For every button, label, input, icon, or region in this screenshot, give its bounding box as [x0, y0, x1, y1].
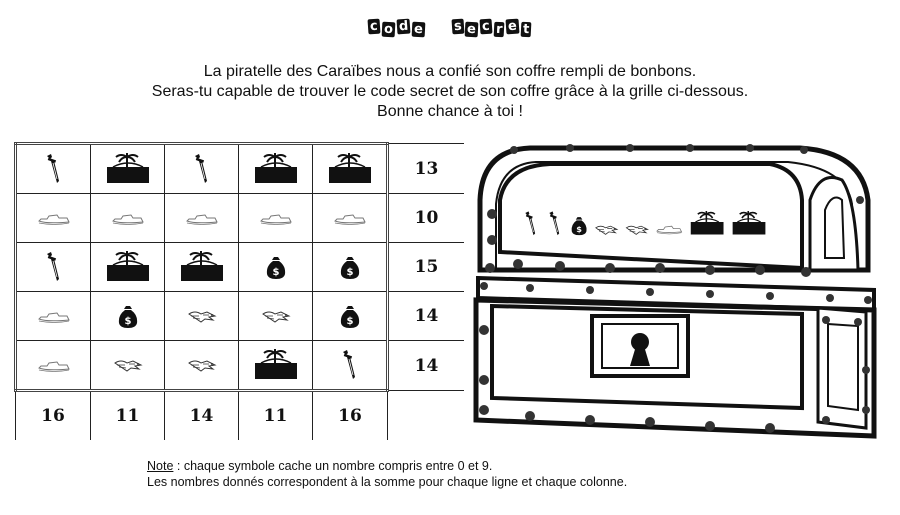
money-bag-icon [339, 303, 361, 329]
title-letter: t [522, 22, 530, 38]
title-letter: e [507, 18, 518, 35]
grid-cell [16, 144, 91, 194]
empty-corner [388, 391, 465, 441]
note-line-1: : chaque symbole cache un nombre compris entre 0 et 9. [173, 459, 493, 473]
column-sum: 14 [165, 391, 239, 441]
parrot-icon [187, 308, 217, 324]
column-sum: 16 [313, 391, 388, 441]
parrot-icon [261, 308, 291, 324]
grid-cell [313, 341, 388, 391]
grid-cell [16, 194, 91, 243]
grid-row [16, 292, 465, 341]
island-icon [105, 251, 151, 283]
grid-cell [313, 144, 388, 194]
row-sum: 10 [388, 194, 465, 243]
column-sum: 11 [239, 391, 313, 441]
title-word-secret [451, 20, 533, 38]
puzzle-grid [14, 142, 464, 440]
money-bag-icon [265, 254, 287, 280]
note-line-2: Les nombres donnés correspondent à la somme pour chaque ligne et chaque colonne. [147, 475, 628, 489]
parrot-icon [113, 357, 143, 373]
boat-icon [37, 356, 71, 374]
column-sums-row [16, 391, 465, 441]
boat-icon [37, 307, 71, 325]
grid-cell [16, 292, 91, 341]
intro-line-1: La piratelle des Caraïbes nous a confié son coffre rempli de bonbons. [203, 63, 697, 80]
intro-text [0, 62, 900, 122]
island-icon [327, 153, 373, 185]
grid-row [16, 144, 465, 194]
boat-icon [259, 209, 293, 227]
money-bag-icon [117, 303, 139, 329]
money-bag-icon [339, 254, 361, 280]
grid-cell [91, 243, 165, 292]
page-title [0, 20, 900, 38]
title-letter: r [495, 22, 503, 38]
grid-cell [239, 341, 313, 391]
grid-cell [91, 292, 165, 341]
grid-cell [91, 144, 165, 194]
column-sum: 11 [91, 391, 165, 441]
dagger-icon [339, 350, 361, 380]
treasure-chest [470, 140, 890, 450]
island-icon [179, 251, 225, 283]
grid-cell [165, 194, 239, 243]
title-letter: o [383, 22, 394, 38]
title-word-code [367, 20, 426, 38]
intro-line-2: Seras-tu capable de trouver le code secret de son coffre grâce à la grille ci-dessous. [151, 83, 749, 100]
grid-cell [91, 194, 165, 243]
grid-row [16, 243, 465, 292]
island-icon [253, 153, 299, 185]
grid-row [16, 194, 465, 243]
row-sum: 13 [388, 144, 465, 194]
dagger-icon [43, 252, 65, 282]
grid-cell [165, 292, 239, 341]
title-letter: c [369, 19, 379, 35]
dagger-icon [43, 154, 65, 184]
title-letter: e [467, 22, 477, 38]
title-letter: d [398, 18, 409, 35]
island-icon [105, 153, 151, 185]
grid-cell [91, 341, 165, 391]
title-letter: s [453, 19, 462, 35]
grid-cell [313, 243, 388, 292]
parrot-icon [187, 357, 217, 373]
grid-cell [313, 194, 388, 243]
grid-cell [239, 194, 313, 243]
grid-row [16, 341, 465, 391]
grid-cell [165, 341, 239, 391]
boat-icon [333, 209, 367, 227]
grid-cell [239, 144, 313, 194]
grid-cell [239, 292, 313, 341]
boat-icon [185, 209, 219, 227]
boat-icon [37, 209, 71, 227]
grid-cell [16, 243, 91, 292]
title-letter: c [481, 19, 491, 35]
grid-cell [16, 341, 91, 391]
grid-cell [165, 243, 239, 292]
grid-cell [239, 243, 313, 292]
column-sum: 16 [16, 391, 91, 441]
row-sum: 14 [388, 292, 465, 341]
note-label: Note [147, 459, 174, 473]
boat-icon [111, 209, 145, 227]
note [147, 458, 627, 490]
dagger-icon [191, 154, 213, 184]
row-sum: 14 [388, 341, 465, 391]
intro-line-3: Bonne chance à toi ! [377, 103, 523, 120]
island-icon [253, 349, 299, 381]
grid-cell [313, 292, 388, 341]
chest-lock [592, 316, 688, 376]
row-sum: 15 [388, 243, 465, 292]
title-letter: e [414, 22, 424, 38]
grid-cell [165, 144, 239, 194]
chest-lid-panel [500, 164, 802, 268]
